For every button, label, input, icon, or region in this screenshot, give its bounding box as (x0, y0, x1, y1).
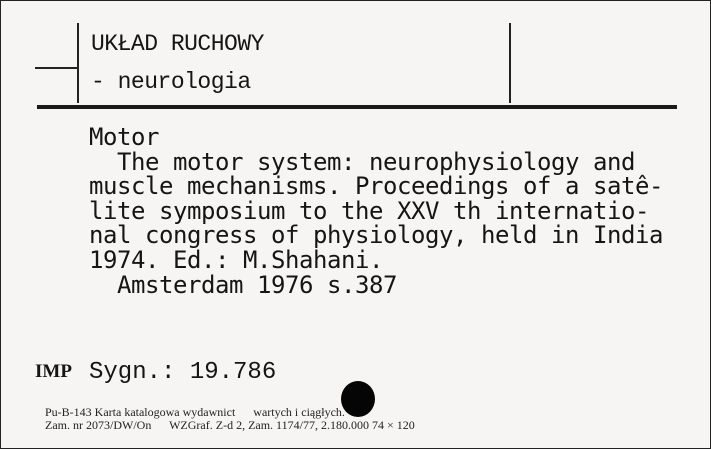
entry-line: nal congress of physiology, held in India (89, 221, 663, 250)
entry-line: 1974. Ed.: M.Shahani. (89, 245, 383, 274)
imprint-line: Zam. nr 2073/DW/On WZGraf. Z-d 2, Zam. 1174/77, 2.180.000 74 × 120 (45, 418, 415, 432)
sygn-prefix: IMP (35, 361, 72, 382)
entry-line: muscle mechanisms. Proceedings of a satê- (89, 172, 663, 201)
call-number: Sygn.: 19.786 (89, 359, 277, 386)
imprint-line: Pu-B-143 Karta katalogowa wydawnict wartych i ciągłych. (45, 405, 345, 419)
entry-line: Amsterdam 1976 s.387 (89, 270, 397, 299)
entry-line: The motor system: neurophysiology and (89, 147, 635, 176)
heading-tick-line (35, 67, 78, 69)
entry-line: Motor (89, 123, 159, 151)
subject-heading: UKŁAD RUCHOWY (91, 31, 264, 57)
bibliographic-entry (89, 125, 663, 297)
subject-subheading: - neurologia (91, 69, 251, 95)
punch-hole (341, 381, 375, 417)
entry-line: lite symposium to the XXV th internatio- (89, 196, 649, 225)
heading-divider (37, 105, 677, 109)
